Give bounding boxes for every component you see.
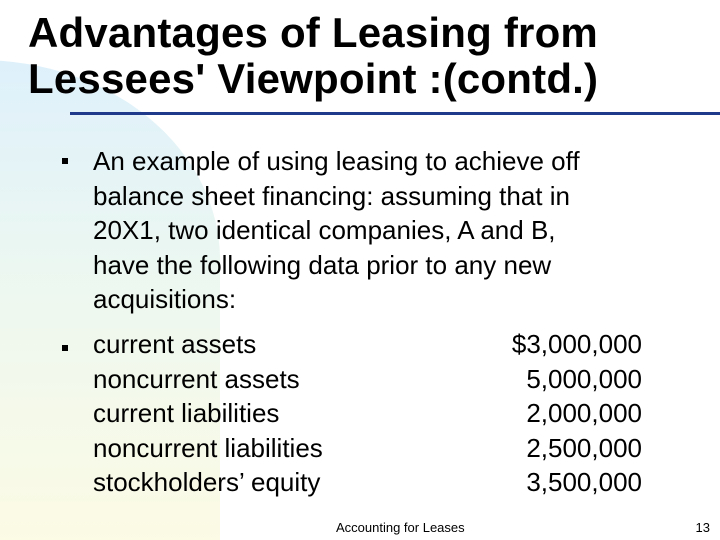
data-value-noncurrent-assets: 5,000,000: [526, 363, 642, 394]
title-line-2: Lessees' Viewpoint :(contd.): [28, 55, 599, 102]
data-value-current-assets: $3,000,000: [511, 329, 642, 359]
data-label-current-liabilities: current liabilities: [93, 398, 280, 428]
data-value-current-liabilities: 2,000,000: [526, 398, 642, 428]
data-label-noncurrent-assets: noncurrent assets: [93, 363, 300, 394]
intro-line-3: 20X1, two identical companies, A and B,: [93, 215, 556, 245]
data-label-noncurrent-liabilities: noncurrent liabilities: [93, 432, 323, 463]
footer-text: Accounting for Leases: [336, 520, 465, 535]
data-value-stockholders-equity: 3,500,000: [526, 467, 642, 497]
title-line-1: Advantages of Leasing from: [28, 9, 598, 56]
intro-line-5: acquisitions:: [93, 284, 237, 314]
slide-title: [28, 10, 598, 102]
intro-line-2: balance sheet financing: assuming that in: [93, 180, 570, 211]
title-underline: [70, 112, 720, 115]
intro-line-1: An example of using leasing to achieve off: [93, 146, 580, 176]
data-value-noncurrent-liabilities: 2,500,000: [526, 432, 642, 463]
bullet-icon: [62, 345, 68, 351]
data-label-stockholders-equity: stockholders’ equity: [93, 467, 321, 497]
data-label-current-assets: current assets: [93, 329, 257, 359]
intro-line-4: have the following data prior to any new: [93, 249, 552, 280]
page-number: 13: [695, 520, 710, 535]
bullet-icon: [62, 158, 68, 164]
